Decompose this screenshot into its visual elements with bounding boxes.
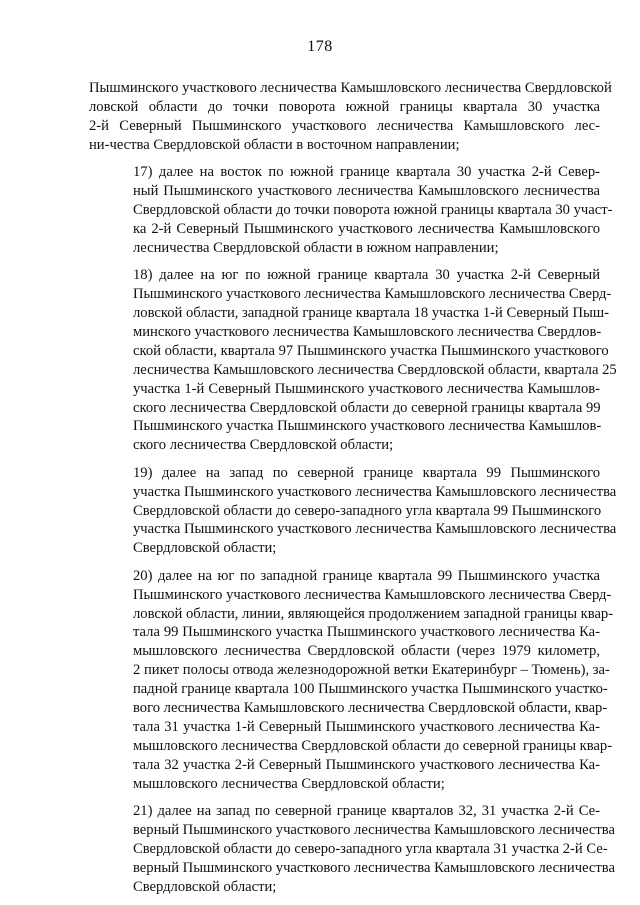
text-line: участка Пышминского участкового лесничества Камышловского лесничества [133,521,617,538]
text-line: ка 2-й Северный Пышминского участкового лесничества Камышловского [133,220,600,237]
text-line: вого лесничества Камышловского лесничества Свердловской области, квар- [133,700,608,717]
text-line: падной границе квартала 100 Пышминского участка Пышминского участко- [133,681,608,698]
text-line: мышловского лесничества Свердловской области (через 1979 километр, [133,643,600,660]
text-line: Свердловской области до северо-западного угла квартала 31 участка 2-й Се- [133,840,608,857]
text-line: Свердловской области до точки поворота южной границы квартала 30 участ- [133,201,613,218]
paragraph [89,163,613,258]
text-line: лесничества Камышловского лесничества Свердловской области, квартала 25 [133,361,617,378]
text-line: ского лесничества Свердловской области; [133,437,394,454]
text-line: Пышминского участкового лесничества Камышловского лесничества Свердловской [89,80,612,96]
text-line: верный Пышминского участкового лесничества Камышловского лесничества [133,822,615,839]
text-line: Свердловской области; [133,540,277,557]
text-line: ный Пышминского участкового лесничества Камышловского лесничества [133,183,600,200]
text-line: 2 пикет полосы отвода железнодорожной ветки Екатеринбург – Тюмень), за- [133,662,610,679]
text-line: Пышминского участкового лесничества Камышловского лесничества Сверд- [133,286,612,303]
text-line: ловской области, линии, являющейся продолжением западной границы квар- [133,605,614,622]
text-line: мышловского лесничества Свердловской области до северной границы квар- [133,737,613,754]
text-line: ни-чества Свердловской области в восточном направлении; [89,136,460,153]
text-line: ской области, квартала 97 Пышминского участка Пышминского участкового [133,342,609,359]
paragraph [89,266,617,455]
text-line: ловской области до точки поворота южной границы квартала 30 участка [89,98,600,115]
text-line: лесничества Свердловской области в южном направлении; [133,239,499,256]
text-line: участка Пышминского участкового лесничества Камышловского лесничества [133,483,617,500]
page-number: 178 [307,38,333,55]
text-line: Свердловской области; [133,878,277,895]
document-body [89,79,617,905]
text-line: участка 1-й Северный Пышминского участкового лесничества Камышлов- [133,380,600,397]
text-line: 21) далее на запад по северной границе кварталов 32, 31 участка 2-й Се- [133,803,600,820]
text-line: 19) далее на запад по северной границе квартала 99 Пышминского [133,464,600,481]
text-line: Свердловской области до северо-западного угла квартала 99 Пышминского [133,502,602,519]
text-line: мышловского лесничества Свердловской области; [133,775,445,792]
text-line: 20) далее на юг по западной границе квартала 99 Пышминского участка [133,567,600,584]
paragraph [89,79,612,155]
text-line: минского участкового лесничества Камышловского лесничества Свердлов- [133,323,602,340]
paragraph [89,802,615,897]
text-line: Пышминского участка Пышминского участкового лесничества Камышлов- [133,418,602,435]
text-line: 18) далее на юг по южной границе квартала 30 участка 2-й Северный [133,267,600,284]
text-line: ловской области, западной границе квартала 18 участка 1-й Северный Пыш- [133,304,609,321]
text-line: верный Пышминского участкового лесничества Камышловского лесничества [133,859,615,876]
text-line: 2-й Северный Пышминского участкового лесничества Камышловского лес- [89,117,600,134]
text-line: Пышминского участкового лесничества Камышловского лесничества Сверд- [133,586,612,603]
text-line: тала 31 участка 1-й Северный Пышминского участкового лесничества Ка- [133,719,600,735]
text-line: 17) далее на восток по южной границе квартала 30 участка 2-й Север- [133,164,600,181]
text-line: тала 99 Пышминского участка Пышминского участкового лесничества Ка- [133,624,600,641]
paragraph [89,464,617,559]
paragraph [89,567,614,794]
text-line: тала 32 участка 2-й Северный Пышминского участкового лесничества Ка- [133,756,600,773]
text-line: ского лесничества Свердловской области до северной границы квартала 99 [133,399,601,416]
